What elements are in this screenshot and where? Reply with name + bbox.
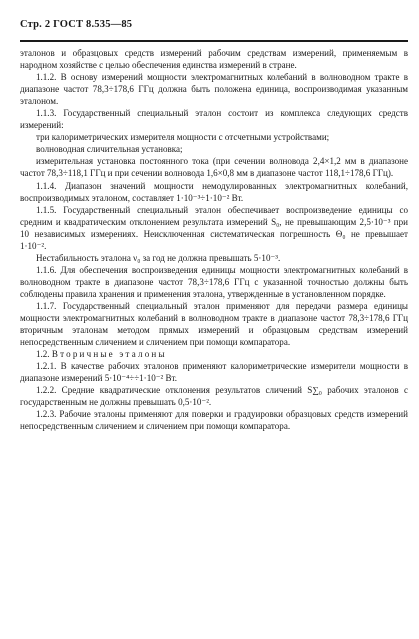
paragraph-1-2-1: 1.2.1. В качестве рабочих эталонов применяют калориметрические измерители мощности в диапазоне измерений 5·10⁻⁴÷÷1·10⁻² Вт. — [20, 361, 408, 384]
paragraph-1-1-3: 1.1.3. Государственный специальный эталон состоит из комплекса следующих средств измерений: — [20, 108, 408, 131]
paragraph-1-2-3: 1.2.3. Рабочие эталоны применяют для поверки и градуировки образцовых средств измерений непосредственным сличением и сличением при помощи компаратора. — [20, 409, 408, 432]
list-item-dc-setup: измерительная установка постоянного тока (при сечении волновода 2,4×1,2 мм в диапазоне частот 78,3÷118,1 ГГц и при сечении волновода 1,6×0,8 мм в диапазоне частот 118,1÷178,6 ГГц). — [20, 156, 408, 179]
paragraph-1-1-6: 1.1.6. Для обеспечения воспроизведения единицы мощности электромагнитных колебаний в волноводном тракте в диапазоне частот 78,3÷178,6 ГГц с указанной точностью должны быть соблюдены правила хранения и применения эталона, утвержденные в установленном порядке. — [20, 264, 408, 299]
page-number: Стр. 2 — [20, 19, 51, 30]
page-header — [20, 19, 132, 30]
document-body — [20, 47, 408, 433]
paragraph-continuation: эталонов и образцовых средств измерений рабочим средствам измерений, применяемым в народном хозяйстве с целью обеспечения единства измерений в стране. — [20, 48, 408, 71]
section-number: 1.2. — [36, 349, 50, 360]
list-item-calorimeters: три калориметрических измерителя мощности с отсчетными устройствами; — [36, 132, 330, 143]
paragraph-1-1-7: 1.1.7. Государственный специальный эталон применяют для передачи размера единицы мощности электромагнитных колебаний в волноводном тракте в диапазоне частот 78,3÷178,6 ГГц вторичным эталонам методом прямых измерений и образцовым средствам измерений непосредственным сличением и сличением при помощи компаратора. — [20, 300, 408, 348]
header-rule — [20, 40, 408, 42]
standard-code: ГОСТ 8.535—85 — [53, 19, 133, 30]
paragraph-1-1-4: 1.1.4. Диапазон значений мощности немодулированных электромагнитных колебаний, воспроизводимых эталоном, составляет 1·10⁻³÷1·10⁻² Вт. — [20, 180, 408, 203]
section-heading-1-2 — [20, 348, 408, 360]
paragraph-1-1-2: 1.1.2. В основу измерений мощности электромагнитных колебаний в волноводном тракте в диапазоне частот 78,3÷178,6 ГГц должна быть положена единица, воспроизводимая указанным эталоном. — [20, 72, 408, 107]
paragraph-1-2-2: 1.2.2. Средние квадратические отклонения результатов сличений S∑₀ рабочих эталонов с государственным не должны превышать 0,5·10⁻². — [20, 385, 408, 408]
paragraph-instability: Нестабильность эталона ν₀ за год не должна превышать 5·10⁻³. — [36, 252, 281, 263]
list-item-comparison-setup: волноводная сличительная установка; — [36, 144, 183, 155]
section-title: Вторичные эталоны — [51, 349, 167, 360]
paragraph-1-1-5: 1.1.5. Государственный специальный эталон обеспечивает воспроизведение единицы со средним и квадратическим отклонением результата измерений S₀, не превышающим 2,5·10⁻³ при 10 независимых измерениях. Неисключенная систематическая погрешность Θ₀ не превышает 1·10⁻². — [20, 204, 408, 251]
